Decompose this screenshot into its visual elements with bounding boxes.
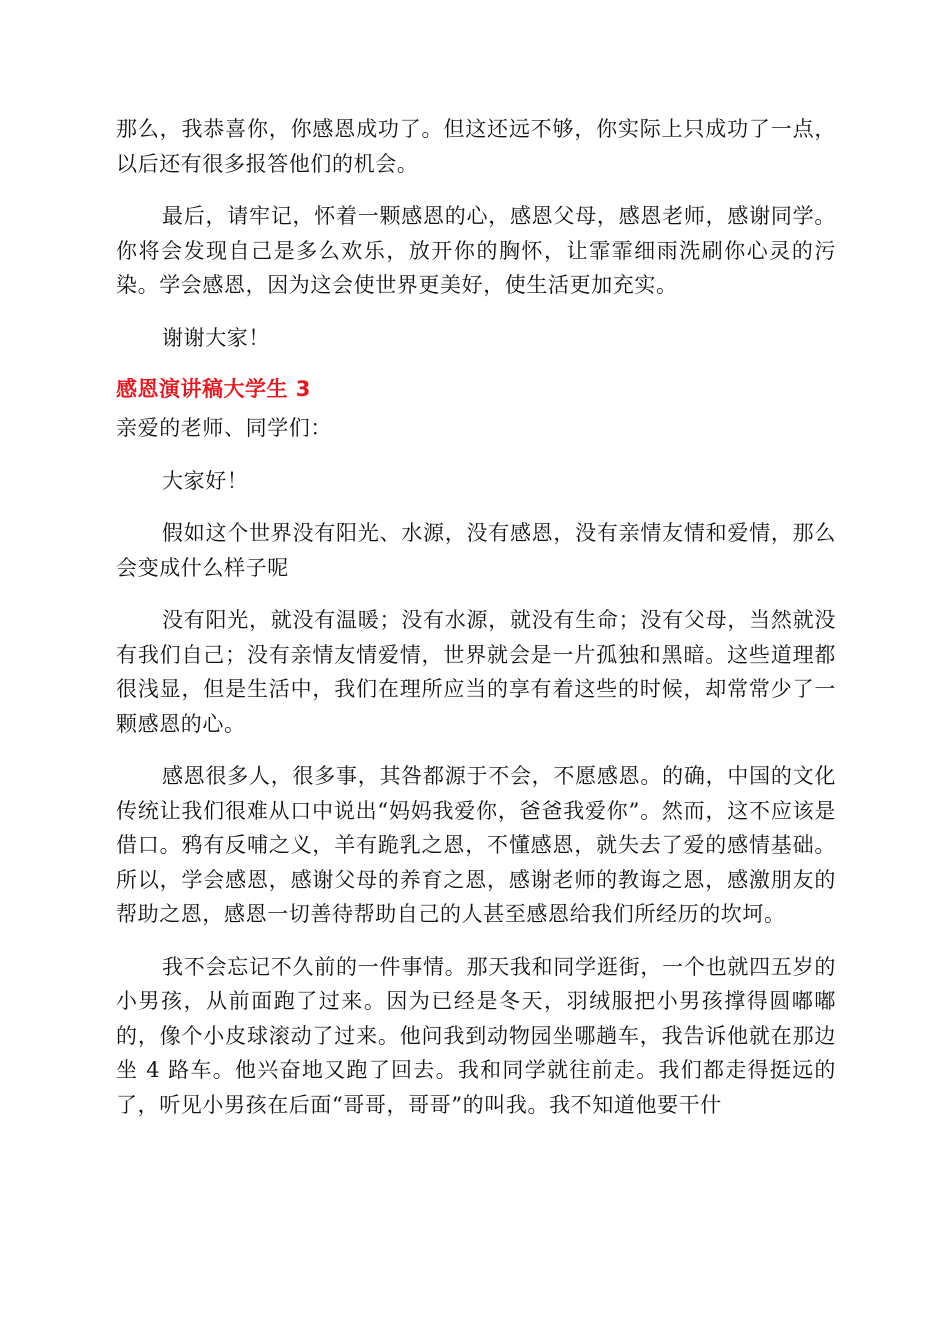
paragraph: 最后，请牢记，怀着一颗感恩的心，感恩父母，感恩老师，感谢同学。你将会发现自己是多么欢乐，放开你的胸怀，让霏霏细雨洗刷你心灵的污染。学会感恩，因为这会使世界更美好，使生活更加充实。 (116, 204, 836, 297)
paragraph: 没有阳光，就没有温暖；没有水源，就没有生命；没有父母，当然就没有我们自己；没有亲情友情爱情，世界就会是一片孤独和黑暗。这些道理都很浅显，但是生活中，我们在理所应当的享有着这些的时候，却常常少了一颗感恩的心。 (116, 608, 836, 736)
paragraph: 那么，我恭喜你，你感恩成功了。但这还远不够，你实际上只成功了一点，以后还有很多报答他们的机会。 (116, 117, 836, 176)
paragraph: 假如这个世界没有阳光、水源，没有感恩，没有亲情友情和爱情，那么会变成什么样子呢 (116, 521, 836, 580)
document-body (116, 112, 836, 1140)
salutation: 亲爱的老师、同学们： (116, 416, 332, 440)
paragraph: 大家好！ (162, 468, 249, 493)
paragraph: 感恩很多人，很多事，其咎都源于不会，不愿感恩。的确，中国的文化传统让我们很难从口中说出“妈妈我爱你，爸爸我爱你”。然而，这不应该是借口。鸦有反哺之义，羊有跪乳之恩，不懂感恩，就失去了爱的感情基础。所以，学会感恩，感谢父母的养育之恩，感谢老师的教诲之恩，感激朋友的帮助之恩，感恩一切善待帮助自己的人甚至感恩给我们所经历的坎坷。 (116, 764, 836, 926)
paragraph: 谢谢大家！ (162, 325, 270, 350)
section-heading: 感恩演讲稿大学生 3 (116, 377, 311, 401)
paragraph: 我不会忘记不久前的一件事情。那天我和同学逛街，一个也就四五岁的小男孩，从前面跑了过来。因为已经是冬天，羽绒服把小男孩撑得圆嘟嘟的，像个小皮球滚动了过来。他问我到动物园坐哪趟车，我告诉他就在那边坐 4 路车。他兴奋地又跑了回去。我和同学就往前走。我们都走得挺远的了，听见小男孩在后面“哥哥，哥哥”的叫我。我不知道他要干什 (116, 954, 836, 1117)
